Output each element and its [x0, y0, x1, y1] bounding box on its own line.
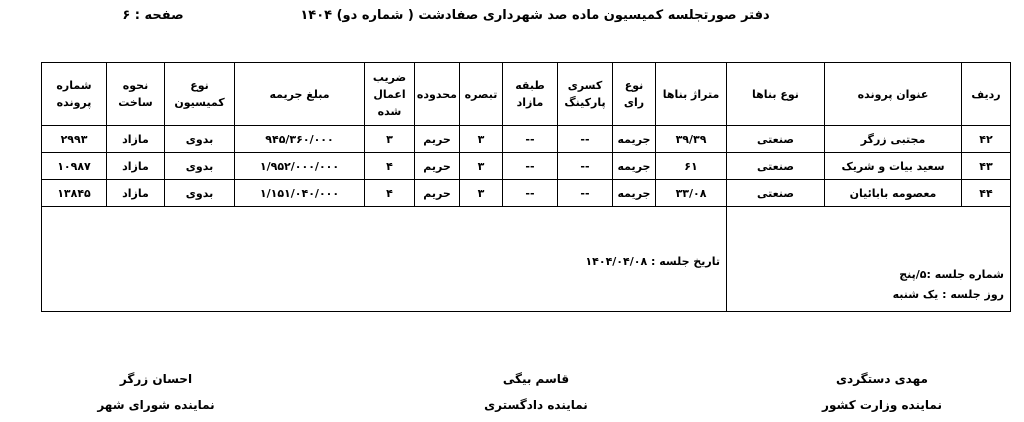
- cell-construction-method: مازاد: [107, 126, 165, 153]
- cell-case-title: معصومه بابائیان: [825, 180, 962, 207]
- cell-building-area: ۳۳/۰۸: [656, 180, 727, 207]
- cell-commission-type: بدوی: [165, 126, 235, 153]
- cell-coefficient: ۳: [365, 126, 415, 153]
- meeting-number: شماره جلسه :۵/پنج: [899, 268, 1004, 281]
- col-header-construction-method: نحوه ساخت: [107, 63, 165, 126]
- signature-name: مهدی دستگردی: [836, 372, 928, 386]
- cell-extra-floor: --: [503, 126, 558, 153]
- cell-case-number: ۲۹۹۳: [42, 126, 107, 153]
- col-header-commission-type: نوع کمیسیون: [165, 63, 235, 126]
- col-header-case-number: شماره پرونده: [42, 63, 107, 126]
- cell-zone: حریم: [415, 126, 460, 153]
- col-header-coefficient: ضریب اعمال شده: [365, 63, 415, 126]
- cell-construction-method: مازاد: [107, 153, 165, 180]
- cell-parking-shortage: --: [558, 153, 613, 180]
- cell-extra-floor: --: [503, 153, 558, 180]
- cell-building-type: صنعتی: [727, 126, 825, 153]
- cell-construction-method: مازاد: [107, 180, 165, 207]
- cell-zone: حریم: [415, 180, 460, 207]
- col-header-zone: محدوده: [415, 63, 460, 126]
- document-title: دفتر صورتجلسه کمیسیون ماده صد شهرداری صفادشت ( شماره دو) ۱۴۰۴: [300, 8, 770, 23]
- table-row: [42, 180, 1011, 207]
- col-header-building-area: متراژ بناها: [656, 63, 727, 126]
- cell-case-number: ۱۳۸۴۵: [42, 180, 107, 207]
- cell-zone: حریم: [415, 153, 460, 180]
- cell-building-area: ۳۹/۳۹: [656, 126, 727, 153]
- cell-parking-shortage: --: [558, 180, 613, 207]
- cell-note: ۳: [460, 126, 503, 153]
- table-row: [42, 126, 1011, 153]
- meeting-date-cell: [42, 207, 727, 312]
- meeting-day: روز جلسه : یک شنبه: [892, 288, 1004, 301]
- table-header-row: [42, 63, 1011, 126]
- col-header-fine-amount: مبلغ جریمه: [235, 63, 365, 126]
- cell-row-no: ۴۳: [962, 153, 1011, 180]
- cell-extra-floor: --: [503, 180, 558, 207]
- cell-fine-amount: ۱/۹۵۲/۰۰۰/۰۰۰: [235, 153, 365, 180]
- signature-role: نماینده شورای شهر: [97, 398, 215, 412]
- cell-building-type: صنعتی: [727, 180, 825, 207]
- cell-coefficient: ۴: [365, 153, 415, 180]
- page-number: صفحه : ۶: [122, 8, 184, 23]
- meeting-info-row: [42, 207, 1011, 312]
- col-header-verdict-type: نوع رای: [613, 63, 656, 126]
- col-header-building-type: نوع بناها: [727, 63, 825, 126]
- signature-name: قاسم بیگی: [502, 372, 570, 386]
- cell-coefficient: ۴: [365, 180, 415, 207]
- cell-fine-amount: ۱/۱۵۱/۰۴۰/۰۰۰: [235, 180, 365, 207]
- signature-city-council: [66, 372, 246, 412]
- signature-judiciary: [446, 372, 626, 412]
- signature-name: احسان زرگر: [119, 372, 193, 386]
- cell-case-title: سعید بیات و شریک: [825, 153, 962, 180]
- cell-verdict-type: جریمه: [613, 153, 656, 180]
- cell-verdict-type: جریمه: [613, 180, 656, 207]
- cell-fine-amount: ۹۴۵/۳۶۰/۰۰۰: [235, 126, 365, 153]
- signature-role: نماینده دادگستری: [484, 398, 588, 412]
- cell-case-title: مجتبی زرگر: [825, 126, 962, 153]
- signature-role: نماینده وزارت کشور: [822, 398, 942, 412]
- cell-commission-type: بدوی: [165, 180, 235, 207]
- cell-note: ۳: [460, 180, 503, 207]
- meeting-date: تاریخ جلسه : ۱۴۰۴/۰۴/۰۸: [585, 255, 720, 268]
- cell-note: ۳: [460, 153, 503, 180]
- table-row: [42, 153, 1011, 180]
- meeting-info-cell: [727, 207, 1011, 312]
- cell-building-type: صنعتی: [727, 153, 825, 180]
- cell-commission-type: بدوی: [165, 153, 235, 180]
- cell-parking-shortage: --: [558, 126, 613, 153]
- col-header-parking-shortage: کسری پارکینگ: [558, 63, 613, 126]
- col-header-case-title: عنوان پرونده: [825, 63, 962, 126]
- cases-table: [41, 62, 1011, 312]
- cell-verdict-type: جریمه: [613, 126, 656, 153]
- cell-building-area: ۶۱: [656, 153, 727, 180]
- signature-interior-ministry: [792, 372, 972, 412]
- cell-row-no: ۴۲: [962, 126, 1011, 153]
- col-header-extra-floor: طبقه مازاد: [503, 63, 558, 126]
- col-header-note: تبصره: [460, 63, 503, 126]
- cell-case-number: ۱۰۹۸۷: [42, 153, 107, 180]
- col-header-row-no: ردیف: [962, 63, 1011, 126]
- cell-row-no: ۴۴: [962, 180, 1011, 207]
